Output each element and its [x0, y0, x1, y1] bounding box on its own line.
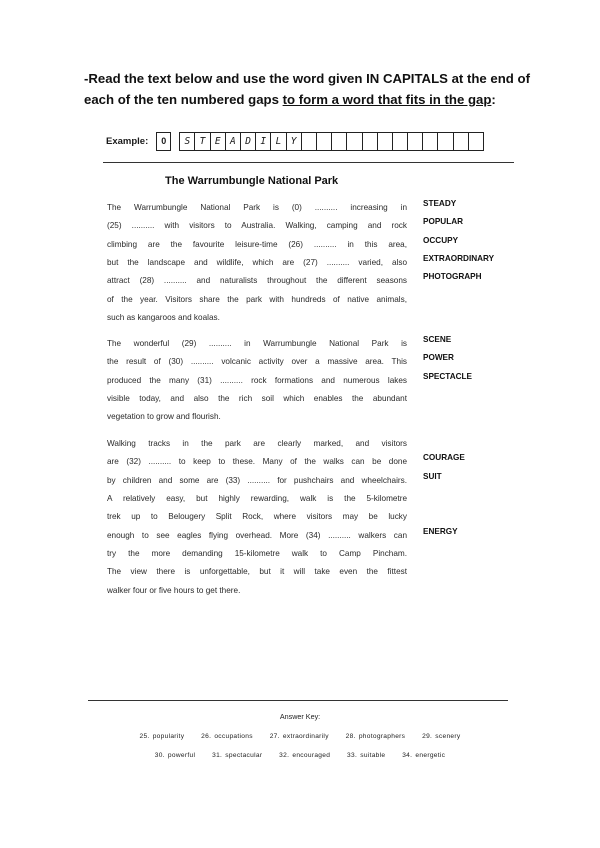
paragraph-line: try the more demanding 15-kilometre walk to Camp Pincham. — [107, 549, 407, 559]
paragraph-line: attract (28) .......... and naturalists throughout the different seasons — [107, 276, 407, 286]
paragraph-line: produced the many (31) .......... rock formations and numerous lakes — [107, 375, 407, 385]
paragraph-line: of the year. Visitors share the park with hundreds of native animals, — [107, 294, 407, 304]
example-letter-box — [302, 133, 317, 150]
keyword: COURAGE — [423, 453, 465, 463]
answer-item: 34. energetic — [402, 752, 446, 759]
paragraph-line: but the landscape and wildlife, which are (27) .......... varied, also — [107, 258, 407, 268]
paragraph-line: vegetation to grow and flourish. — [107, 412, 221, 422]
example-letter-box — [317, 133, 332, 150]
example-letter-box — [438, 133, 453, 150]
paragraph-line: The Warrumbungle National Park is (0) .......... increasing in — [107, 203, 407, 212]
example-letter-box: S — [180, 133, 195, 150]
paragraph-3 — [107, 435, 407, 600]
answer-item: 28. photographers — [345, 733, 406, 740]
example-letter-box — [393, 133, 408, 150]
keyword: SUIT — [423, 471, 442, 481]
example-letter-box: Y — [287, 133, 302, 150]
example-letter-box — [454, 133, 469, 150]
example-letter-box: D — [241, 133, 256, 150]
paragraph-line: trek up to Belougery Split Rock, where visitors may be lucky — [107, 512, 407, 522]
example-letter-box — [469, 133, 483, 150]
paragraph-line: Walking tracks in the park are clearly marked, and visitors — [107, 439, 407, 448]
example-letter-box: T — [195, 133, 210, 150]
paragraph-line: walker four or five hours to get there. — [107, 585, 241, 595]
example-letter-box — [408, 133, 423, 150]
example-letter-box — [332, 133, 347, 150]
example-row — [106, 130, 484, 152]
keyword: STEADY — [423, 199, 457, 208]
answer-item: 32. encouraged — [279, 752, 331, 759]
passage-title: The Warrumbungle National Park — [165, 175, 339, 187]
keyword: POWER — [423, 353, 454, 363]
instructions-text: -Read the text below and use the word given IN CAPITALS at the end of each of the ten numbered gaps — [84, 71, 530, 107]
paragraph-line: The view there is unforgettable, but it will take even the fittest — [107, 567, 407, 577]
instructions — [84, 68, 534, 110]
example-number: 0 — [156, 132, 171, 151]
keyword: POPULAR — [423, 217, 464, 227]
paragraph-line: are (32) .......... to keep to these. Many of the walks can be done — [107, 457, 407, 467]
keyword: SCENE — [423, 335, 452, 344]
answer-item: 33. suitable — [347, 752, 386, 759]
answer-item: 31. spectacular — [212, 752, 263, 759]
bottom-divider — [88, 700, 508, 701]
keyword: PHOTOGRAPH — [423, 272, 482, 282]
example-letter-box — [347, 133, 362, 150]
paragraph-line: by children and some are (33) .......... for pushchairs and wheelchairs. — [107, 475, 407, 485]
instructions-underlined: to form a word that fits in the gap — [282, 92, 492, 107]
example-letter-box — [423, 133, 438, 150]
example-letter-box: E — [211, 133, 226, 150]
answer-item: 30. powerful — [154, 752, 196, 759]
example-letter-boxes — [179, 132, 484, 151]
instructions-colon: : — [491, 92, 496, 107]
paragraph-line: visible today, and also the rich soil which enables the abundant — [107, 394, 407, 404]
answer-key-row-2 — [0, 752, 600, 759]
answer-key-row-1 — [0, 733, 600, 740]
answer-item: 25. popularity — [139, 733, 185, 740]
example-letter-box — [363, 133, 378, 150]
keyword: EXTRAORDINARY — [423, 254, 495, 264]
paragraph-line: A relatively easy, but highly rewarding, walk is the 5-kilometre — [107, 494, 407, 504]
paragraph-1 — [107, 199, 407, 327]
example-letter-box: L — [271, 133, 286, 150]
keyword: OCCUPY — [423, 235, 459, 245]
answer-item: 29. scenery — [422, 733, 461, 740]
paragraph-line: The wonderful (29) .......... in Warrumbungle National Park is — [107, 339, 407, 348]
keyword: SPECTACLE — [423, 371, 472, 381]
paragraph-2 — [107, 335, 407, 427]
keyword: ENERGY — [423, 526, 458, 536]
answer-item: 27. extraordinarily — [269, 733, 329, 740]
example-letter-box: I — [256, 133, 271, 150]
example-letter-box — [378, 133, 393, 150]
paragraph-line: such as kangaroos and koalas. — [107, 313, 220, 323]
paragraph-line: the result of (30) .......... volcanic activity over a massive area. This — [107, 357, 407, 367]
paragraph-line: climbing are the favourite leisure-time (26) .......... in this area, — [107, 239, 407, 249]
example-letter-box: A — [226, 133, 241, 150]
answer-item: 26. occupations — [201, 733, 253, 740]
answer-key-title: Answer Key: — [279, 712, 321, 721]
paragraph-line: enough to see eagles flying overhead. More (34) .......... walkers can — [107, 530, 407, 540]
top-divider — [103, 162, 514, 163]
example-label: Example: — [106, 135, 149, 147]
paragraph-line: (25) .......... with visitors to Australia. Walking, camping and rock — [107, 221, 407, 231]
